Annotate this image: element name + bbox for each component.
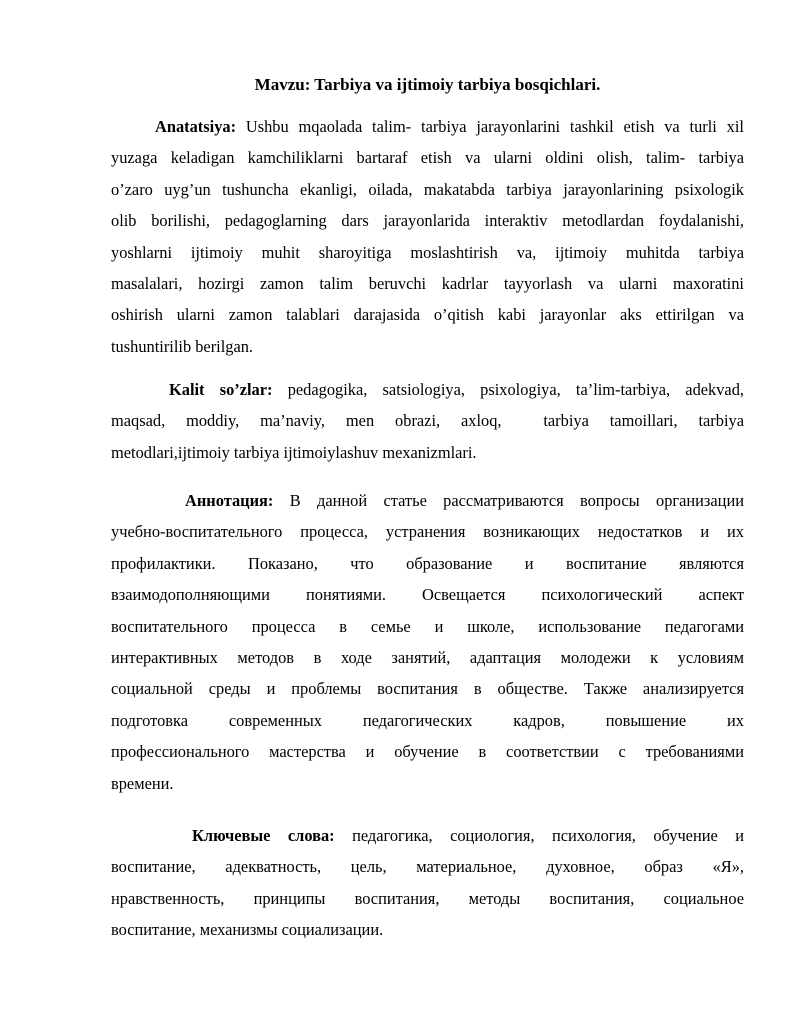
annotatsiya-section	[111, 485, 744, 799]
anatatsiya-line: olib borilishi, pedagoglarning dars jarayonlarida interaktiv metodlardan foydalanishi,	[111, 211, 744, 231]
klyuchevye-slova-label: Ключевые слова:	[192, 826, 335, 845]
kalit-sozlar-section	[111, 374, 744, 468]
anatatsiya-line: masalalari, hozirgi zamon talim beruvchi kadrlar tayyorlash va ularni maxoratini	[111, 273, 744, 293]
anatatsiya-label: Anatatsiya:	[155, 117, 237, 136]
title-block	[111, 69, 744, 100]
anatatsiya-line: o’zaro uyg’un tushuncha ekanligi, oilada, makatabda tarbiya jarayonlarining psixologik	[111, 179, 744, 199]
klyuchevye-slova-line: нравственность, принципы воспитания, методы воспитания, социальное	[111, 888, 744, 908]
klyuchevye-slova-line: воспитание, механизмы социализации.	[111, 920, 384, 940]
annotatsiya-line: учебно-воспитательного процесса, устранения возникающих недостатков и их	[111, 522, 744, 542]
anatatsiya-line: tushuntirilib berilgan.	[111, 336, 254, 356]
anatatsiya-line: Anatatsiya: Ushbu mqaolada talim- tarbiya jarayonlarini tashkil etish va turli xil	[155, 117, 744, 136]
annotatsiya-line: Аннотация: В данной статье рассматриваются вопросы организации	[185, 491, 744, 510]
annotatsiya-line: социальной среды и проблемы воспитания в обществе. Также анализируется	[111, 679, 744, 699]
annotatsiya-label: Аннотация:	[185, 491, 274, 510]
kalit-sozlar-line: maqsad, moddiy, ma’naviy, men obrazi, axloq, tarbiya tamoillari, tarbiya	[111, 411, 744, 431]
anatatsiya-line: yuzaga keladigan kamchiliklarni bartaraf etish va ularni oldini olish, talim- tarbiya	[111, 148, 744, 168]
annotatsiya-line: подготовка современных педагогических кадров, повышение их	[111, 710, 744, 730]
klyuchevye-slova-line: Ключевые слова: педагогика, социология, психология, обучение и	[192, 826, 744, 845]
klyuchevye-slova-line: воспитание, адекватность, цель, материальное, духовное, образ «Я»,	[111, 857, 744, 877]
kalit-sozlar-label: Kalit so’zlar:	[169, 380, 273, 399]
annotatsiya-line: взаимодополняющими понятиями. Освещается психологический аспект	[111, 585, 744, 605]
klyuchevye-slova-section	[111, 820, 744, 946]
annotatsiya-line: профилактики. Показано, что образование и воспитание являются	[111, 553, 744, 573]
document-title: Mavzu: Tarbiya va ijtimoiy tarbiya bosqichlari.	[254, 75, 601, 94]
kalit-sozlar-line: Kalit so’zlar: pedagogika, satsiologiya, psixologiya, ta’lim-tarbiya, adekvad,	[169, 380, 745, 399]
annotatsiya-line: времени.	[111, 773, 174, 793]
annotatsiya-line: воспитательного процесса в семье и школе, использование педагогами	[111, 616, 744, 636]
annotatsiya-line: интерактивных методов в ходе занятий, адаптация молодежи к условиям	[111, 647, 744, 667]
anatatsiya-line: yoshlarni ijtimoiy muhit sharoyitiga moslashtirish va, ijtimoiy muhitda tarbiya	[111, 242, 744, 262]
kalit-sozlar-line: metodlari,ijtimoiy tarbiya ijtimoiylashuv mexanizmlari.	[111, 442, 477, 462]
anatatsiya-line: oshirish ularni zamon talablari darajasida o’qitish kabi jarayonlar aks ettirilgan va	[111, 305, 744, 325]
anatatsiya-section	[111, 111, 744, 362]
annotatsiya-line: профессионального мастерства и обучение в соответствии с требованиями	[111, 742, 744, 762]
